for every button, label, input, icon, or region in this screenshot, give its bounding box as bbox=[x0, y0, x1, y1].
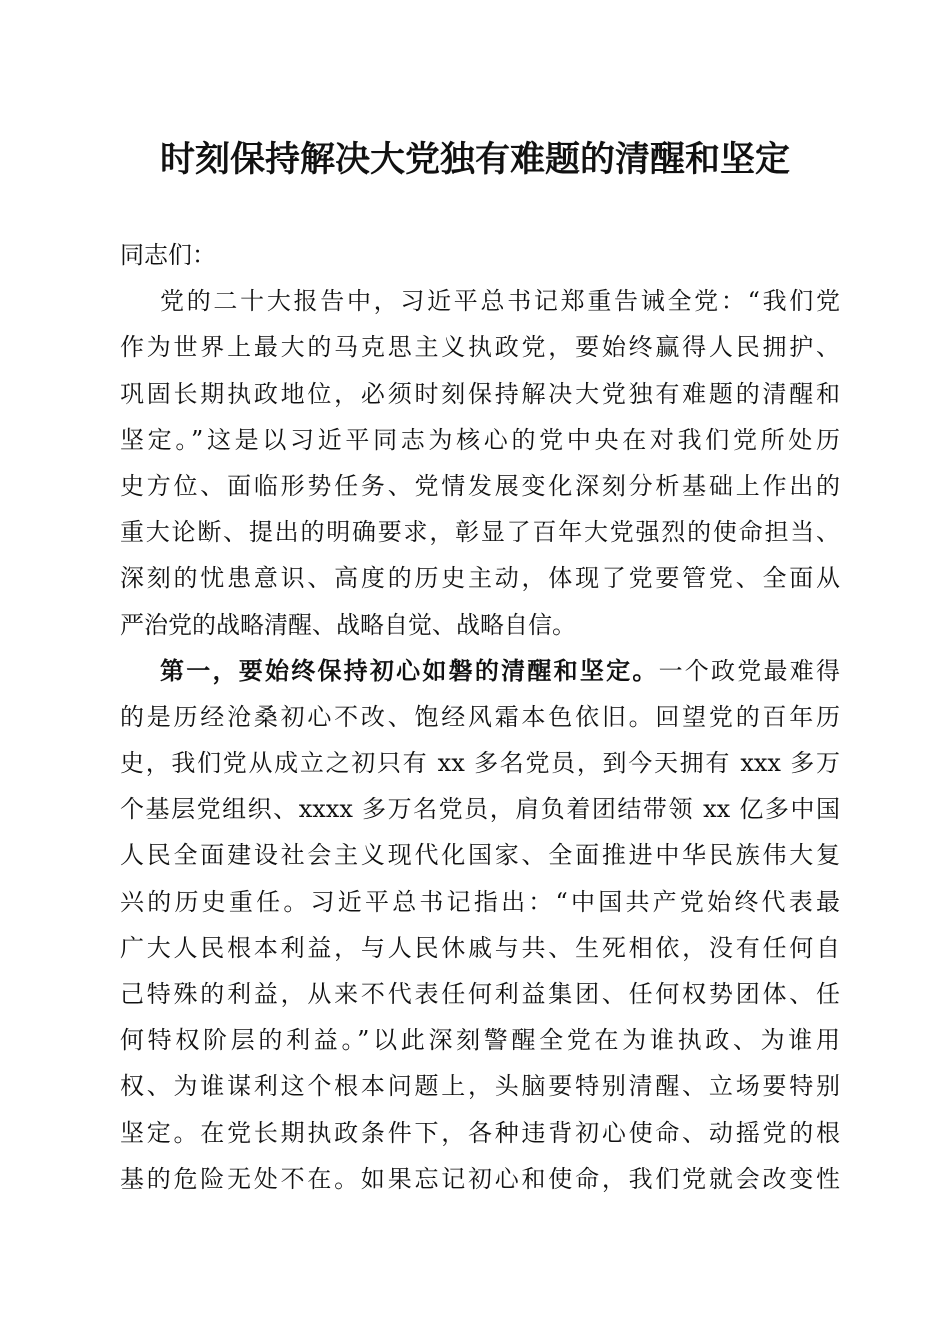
paragraph-line: 的是历经沧桑初心不改、饱经风霜本色依旧。回望党的百年历 bbox=[120, 702, 840, 731]
salutation: 同志们： bbox=[120, 241, 216, 269]
paragraph-line: 何特权阶层的利益。”以此深刻警醒全党在为谁执政、为谁用 bbox=[120, 1026, 840, 1055]
paragraph-line: 个基层党组织、xxxx 多万名党员，肩负着团结带领 xx 亿多中国 bbox=[120, 795, 840, 824]
paragraph-text: 一个政党最难得 bbox=[658, 656, 841, 685]
paragraph-line: 兴的历史重任。习近平总书记指出：“中国共产党始终代表最 bbox=[120, 887, 840, 916]
paragraph-line: 基的危险无处不在。如果忘记初心和使命，我们党就会改变性 bbox=[120, 1164, 840, 1193]
paragraph-line: 广大人民根本利益，与人民休戚与共、生死相依，没有任何自 bbox=[120, 933, 840, 962]
paragraph-line: 深刻的忧患意识、高度的历史主动，体现了党要管党、全面从 bbox=[120, 564, 840, 593]
paragraph-line: 人民全面建设社会主义现代化国家、全面推进中华民族伟大复 bbox=[120, 841, 840, 870]
paragraph-point-one bbox=[120, 648, 840, 1202]
paragraph-line: 重大论断、提出的明确要求，彰显了百年大党强烈的使命担当、 bbox=[120, 518, 840, 547]
paragraph-line: 党的二十大报告中，习近平总书记郑重告诫全党：“我们党 bbox=[160, 287, 840, 316]
paragraph-line: 巩固长期执政地位，必须时刻保持解决大党独有难题的清醒和 bbox=[120, 379, 840, 408]
section-heading: 第一，要始终保持初心如磐的清醒和坚定。 bbox=[160, 655, 659, 685]
paragraph-line: 作为世界上最大的马克思主义执政党，要始终赢得人民拥护、 bbox=[120, 333, 840, 362]
paragraph-line: 己特殊的利益，从来不代表任何利益集团、任何权势团体、任 bbox=[120, 980, 840, 1008]
paragraph-intro bbox=[120, 278, 840, 648]
paragraph-first-line bbox=[120, 648, 840, 694]
paragraph-line: 严治党的战略清醒、战略自觉、战略自信。 bbox=[120, 610, 576, 639]
paragraph-line: 坚定。在党长期执政条件下，各种违背初心使命、动摇党的根 bbox=[120, 1118, 840, 1147]
paragraph-line: 史，我们党从成立之初只有 xx 多名党员，到今天拥有 xxx 多万 bbox=[120, 749, 840, 778]
document-title: 时刻保持解决大党独有难题的清醒和坚定 bbox=[159, 139, 790, 180]
paragraph-line: 坚定。”这是以习近平同志为核心的党中央在对我们党所处历 bbox=[120, 425, 840, 454]
document-body bbox=[120, 232, 840, 1202]
paragraph-line: 权、为谁谋利这个根本问题上，头脑要特别清醒、立场要特别 bbox=[120, 1072, 840, 1101]
paragraph-line: 史方位、面临形势任务、党情发展变化深刻分析基础上作出的 bbox=[120, 471, 840, 500]
